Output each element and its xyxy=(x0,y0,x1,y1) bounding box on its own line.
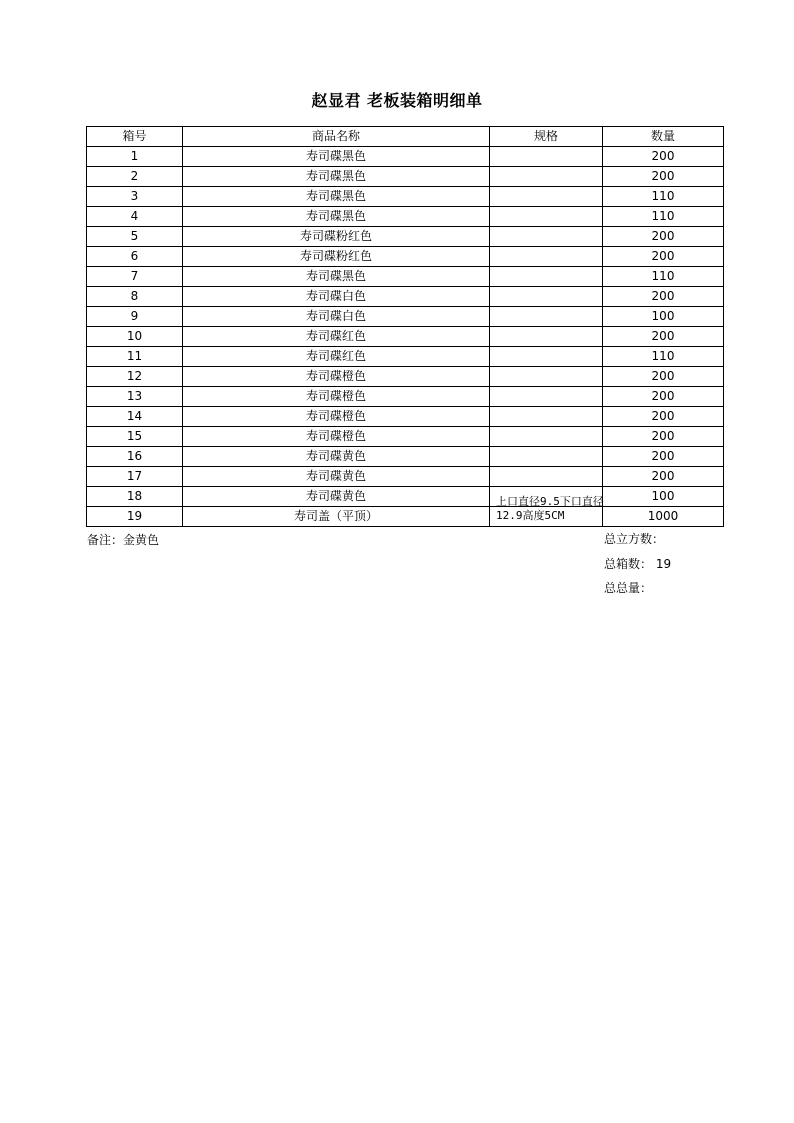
cell-box-no: 5 xyxy=(87,227,183,247)
cell-product-name: 寿司碟黑色 xyxy=(183,167,490,187)
cell-quantity: 200 xyxy=(603,427,724,447)
cell-quantity: 200 xyxy=(603,247,724,267)
cell-spec xyxy=(490,347,603,367)
cell-spec xyxy=(490,327,603,347)
table-row xyxy=(87,347,724,367)
cell-spec xyxy=(490,447,603,467)
cell-product-name: 寿司碟粉红色 xyxy=(183,227,490,247)
cell-spec xyxy=(490,387,603,407)
header-quantity: 数量 xyxy=(603,127,724,147)
cell-quantity: 110 xyxy=(603,267,724,287)
cell-quantity: 200 xyxy=(603,407,724,427)
packing-list-table xyxy=(86,126,724,527)
document-title: 赵显君 老板装箱明细单 xyxy=(311,91,483,110)
cell-product-name: 寿司碟红色 xyxy=(183,347,490,367)
cell-product-name: 寿司碟红色 xyxy=(183,327,490,347)
cell-quantity: 200 xyxy=(603,447,724,467)
cell-product-name: 寿司碟橙色 xyxy=(183,427,490,447)
cell-spec xyxy=(490,187,603,207)
cell-quantity: 200 xyxy=(603,327,724,347)
cell-quantity: 200 xyxy=(603,147,724,167)
table-row xyxy=(87,507,724,527)
cell-spec xyxy=(490,247,603,267)
cell-box-no: 2 xyxy=(87,167,183,187)
cell-spec xyxy=(490,207,603,227)
cell-box-no: 4 xyxy=(87,207,183,227)
cell-quantity: 200 xyxy=(603,287,724,307)
cell-quantity: 110 xyxy=(603,187,724,207)
cell-product-name: 寿司碟橙色 xyxy=(183,387,490,407)
cell-box-no: 10 xyxy=(87,327,183,347)
cell-box-no: 19 xyxy=(87,507,183,527)
cell-box-no: 9 xyxy=(87,307,183,327)
cell-product-name: 寿司盖（平顶） xyxy=(183,507,490,527)
cell-quantity: 100 xyxy=(603,487,724,507)
table-row xyxy=(87,407,724,427)
cell-product-name: 寿司碟黄色 xyxy=(183,487,490,507)
cell-spec xyxy=(490,467,603,487)
table-row xyxy=(87,307,724,327)
table-row xyxy=(87,367,724,387)
table-body xyxy=(87,147,724,527)
cell-spec xyxy=(490,147,603,167)
cell-box-no: 14 xyxy=(87,407,183,427)
cell-box-no: 8 xyxy=(87,287,183,307)
cell-spec xyxy=(490,307,603,327)
table-row xyxy=(87,147,724,167)
header-box-no: 箱号 xyxy=(87,127,183,147)
cell-box-no: 18 xyxy=(87,487,183,507)
cell-box-no: 6 xyxy=(87,247,183,267)
spec-text: 上口直径9.5下口直径12.9高度5CM xyxy=(496,495,604,522)
cell-quantity: 200 xyxy=(603,227,724,247)
table-row xyxy=(87,467,724,487)
header-product-name: 商品名称 xyxy=(183,127,490,147)
total-boxes: 总箱数： 19 xyxy=(604,557,672,571)
cell-quantity: 200 xyxy=(603,167,724,187)
cell-spec xyxy=(490,407,603,427)
table-row xyxy=(87,247,724,267)
table-row xyxy=(87,267,724,287)
cell-product-name: 寿司碟黑色 xyxy=(183,267,490,287)
cell-product-name: 寿司碟黑色 xyxy=(183,147,490,167)
table-row xyxy=(87,387,724,407)
cell-box-no: 7 xyxy=(87,267,183,287)
cell-product-name: 寿司碟橙色 xyxy=(183,407,490,427)
table-row xyxy=(87,327,724,347)
cell-box-no: 12 xyxy=(87,367,183,387)
cell-spec xyxy=(490,367,603,387)
cell-quantity: 200 xyxy=(603,467,724,487)
cell-quantity: 110 xyxy=(603,207,724,227)
cell-quantity: 200 xyxy=(603,367,724,387)
cell-box-no: 11 xyxy=(87,347,183,367)
cell-box-no: 13 xyxy=(87,387,183,407)
cell-product-name: 寿司碟白色 xyxy=(183,287,490,307)
cell-spec xyxy=(490,427,603,447)
cell-product-name: 寿司碟黄色 xyxy=(183,447,490,467)
table-row xyxy=(87,167,724,187)
header-spec: 规格 xyxy=(490,127,603,147)
cell-box-no: 16 xyxy=(87,447,183,467)
table-row xyxy=(87,187,724,207)
total-weight: 总总量： xyxy=(604,581,653,595)
remark-note: 备注：金黄色 xyxy=(87,533,160,547)
cell-product-name: 寿司碟黄色 xyxy=(183,467,490,487)
cell-quantity: 110 xyxy=(603,347,724,367)
cell-spec xyxy=(490,287,603,307)
cell-product-name: 寿司碟粉红色 xyxy=(183,247,490,267)
cell-spec xyxy=(490,167,603,187)
cell-box-no: 15 xyxy=(87,427,183,447)
cell-box-no: 1 xyxy=(87,147,183,167)
cell-spec xyxy=(490,267,603,287)
table-row xyxy=(87,487,724,507)
cell-product-name: 寿司碟橙色 xyxy=(183,367,490,387)
total-volume: 总立方数： xyxy=(604,532,665,546)
cell-spec xyxy=(490,495,604,527)
table-row xyxy=(87,227,724,247)
cell-quantity: 200 xyxy=(603,387,724,407)
cell-spec xyxy=(490,227,603,247)
table-row xyxy=(87,207,724,227)
table-row xyxy=(87,427,724,447)
table-row xyxy=(87,287,724,307)
cell-product-name: 寿司碟白色 xyxy=(183,307,490,327)
table-header-row xyxy=(87,127,724,147)
cell-box-no: 17 xyxy=(87,467,183,487)
table-row xyxy=(87,447,724,467)
cell-product-name: 寿司碟黑色 xyxy=(183,207,490,227)
cell-quantity: 1000 xyxy=(603,507,724,527)
cell-quantity: 100 xyxy=(603,307,724,327)
cell-box-no: 3 xyxy=(87,187,183,207)
cell-product-name: 寿司碟黑色 xyxy=(183,187,490,207)
